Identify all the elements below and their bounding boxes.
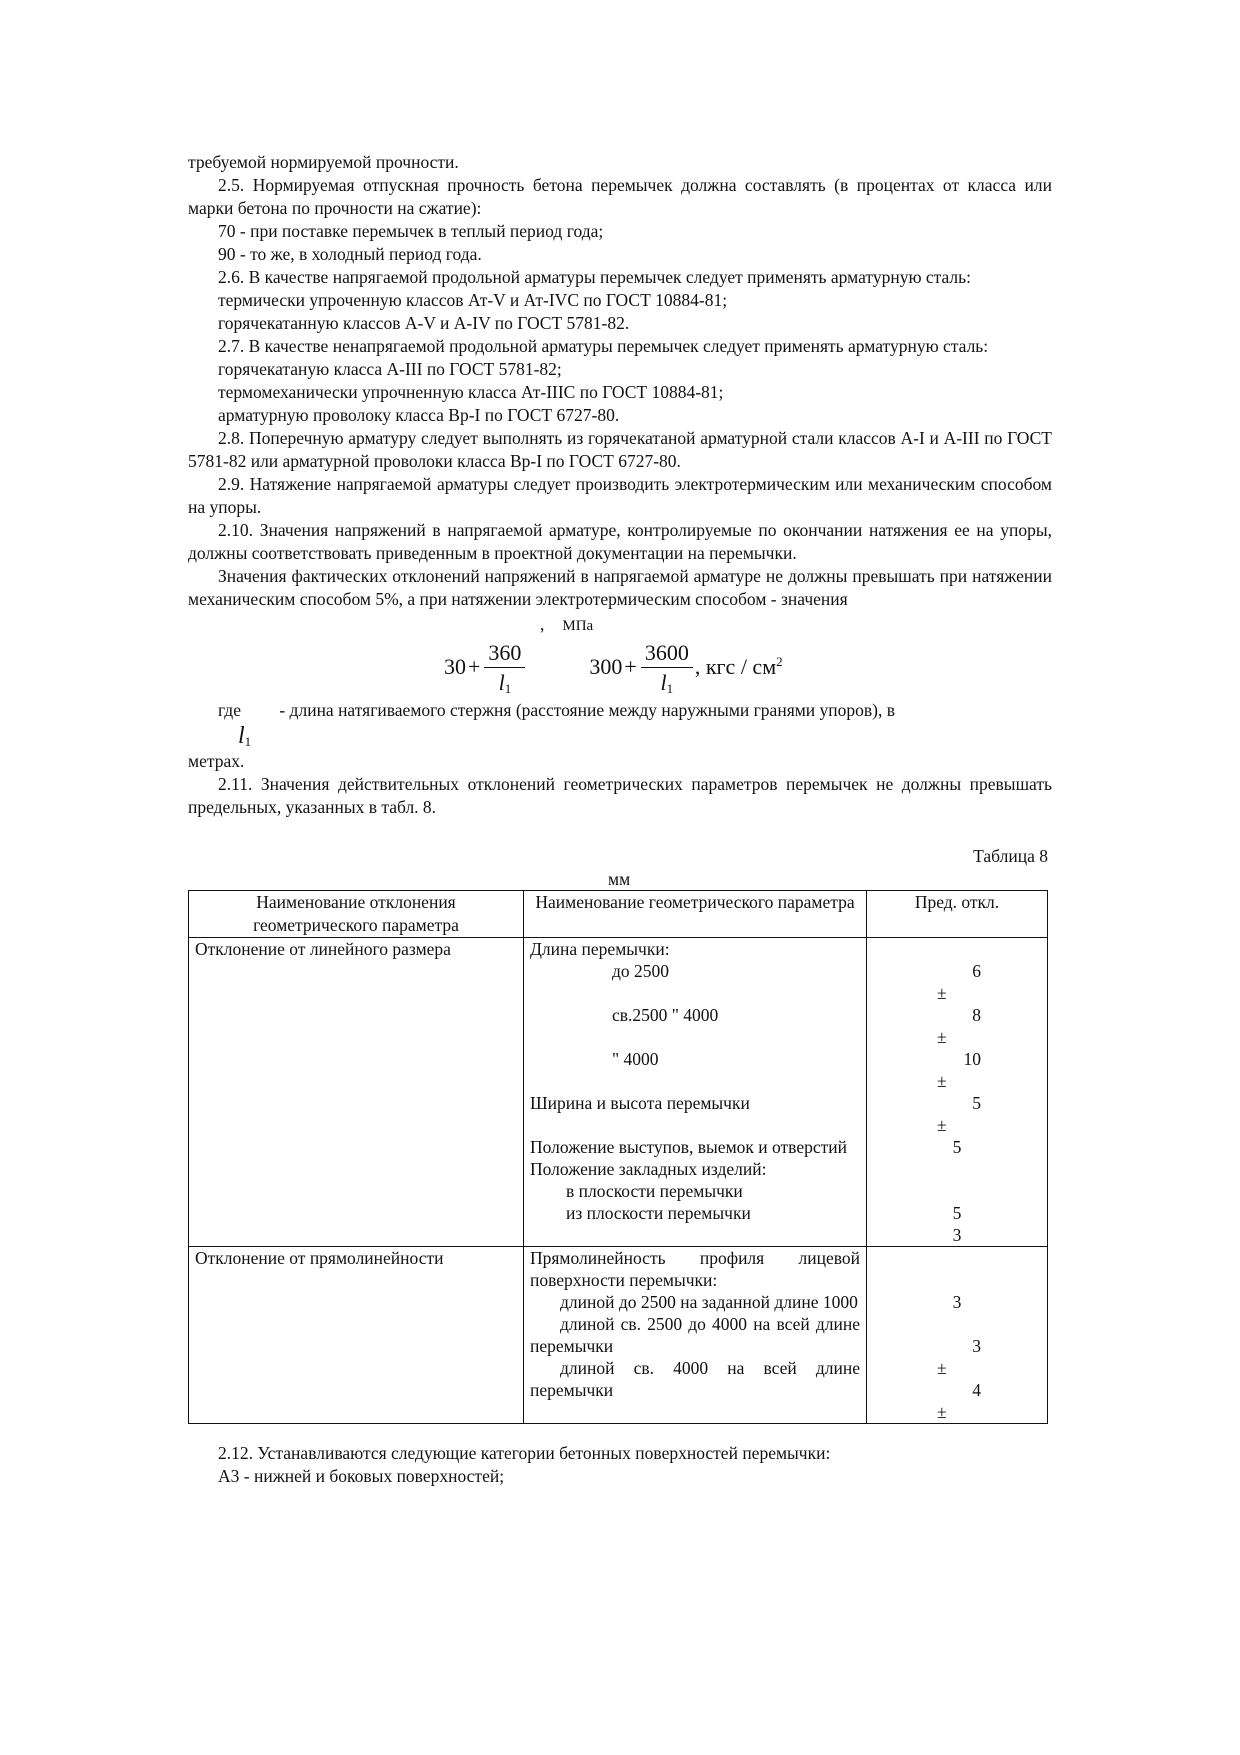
paragraph: требуемой нормируемой прочности. [188,152,459,172]
header-cell: Пред. откл. [867,891,1048,938]
paragraph: метрах. [188,751,245,771]
paragraph: термомеханически упрочненную класса Ат-IIIC по ГОСТ 10884-81; [218,382,724,402]
parameter-cell: Длина перемычки: до 2500 св.2500 " 4000 " 4000 Ширина и высота перемычки Положение выступов, выемок и отверстий Положение закладных изделий: в плоскости перемычки из плоскости перемычки [524,938,867,1247]
paragraph: арматурную проволоку класса Вр-I по ГОСТ 6727-80. [218,405,620,425]
parameter-cell: Прямолинейность профиля лицевой поверхности перемычки: длиной до 2500 на заданной длине 1000 длиной св. 2500 до 4000 на всей длине перемычки длиной св. 4000 на всей длине перемычки [524,1247,867,1424]
formula-row [188,635,1052,699]
table-header-row [189,891,1048,938]
paragraph: 90 - то же, в холодный период года. [218,244,482,264]
table-title: Таблица 8 [973,846,1048,866]
document-page [188,151,1052,1488]
formula-plus: + [624,654,637,679]
paragraph: термически упроченную классов Ат-V и Ат-IVC по ГОСТ 10884-81; [218,290,728,310]
formula-unit-mpa: МПа [562,618,594,634]
formula [188,613,1052,699]
formula-const-30: 30 [444,654,466,679]
tolerance-table [188,890,1048,1424]
header-cell: Наименование геометрического параметра [524,891,867,938]
paragraph: 2.11. Значения действительных отклонений геометрических параметров перемычек не должны превышать предельных, указанных в табл. 8. [188,774,1052,817]
paragraph: 2.12. Устанавливаются следующие категории бетонных поверхностей перемычки: [218,1443,831,1463]
formula-comma: , [540,614,545,634]
paragraph: 2.6. В качестве напрягаемой продольной арматуры перемычек следует применять арматурную сталь: [218,267,972,287]
fraction-360 [484,638,525,697]
deviation-name: Отклонение от прямолинейности [189,1247,524,1424]
denominator: $l_1$ [660,669,674,696]
paragraph: 2.9. Натяжение напрягаемой арматуры следует производить электротермическим или механическим способом на упоры. [188,474,1052,517]
formula-const-300: 300 [589,654,623,679]
paragraph: 2.10. Значения напряжений в напрягаемой арматуре, контролируемые по окончании натяжения ее на упоры, должны соответствовать приведенным в проектной документации на перемычки. [188,520,1052,563]
table-row [189,1247,1048,1424]
paragraph: 70 - при поставке перемычек в теплый период года; [218,221,604,241]
fraction-3600 [641,638,693,697]
deviation-name: Отклонение от линейного размера [189,938,524,1247]
tolerance-cell: 6 ± 8 ± 10 ± 5 ± 5 5 3 [867,938,1048,1247]
header-cell: Наименование отклонения геометрического параметра [189,891,524,938]
paragraph: 2.8. Поперечную арматуру следует выполнять из горячекатаной арматурной стали классов А-I и А-III по ГОСТ 5781-82 или арматурной проволоки класса Вр-I по ГОСТ 6727-80. [188,428,1052,471]
paragraph: Значения фактических отклонений напряжений в напрягаемой арматуре не должны превышать при натяжении механическим способом 5%, а при натяжении электротермическим способом - значения [188,566,1052,609]
paragraph: А3 - нижней и боковых поверхностей; [218,1466,505,1486]
paragraph: 2.5. Нормируемая отпускная прочность бетона перемычек должна составлять (в процентах от класса или марки бетона по прочности на сжатие): [188,175,1052,218]
formula-unit-kgs: , кгс / $см^2$ [694,654,783,679]
table-unit: мм [608,869,631,889]
paragraph: горячекатаную класса А-III по ГОСТ 5781-82; [218,359,562,379]
numerator: 3600 [641,638,693,668]
formula-top-line [188,613,1052,635]
where-text: где - длина натягиваемого стержня (расстояние между наружными гранями упоров), в [218,700,896,720]
formula-plus: + [468,654,481,679]
tolerance-cell: 3 3 ± 4 ± [867,1247,1048,1424]
numerator: 360 [484,638,525,668]
table-row [189,938,1048,1247]
paragraph: горячекатанную классов А-V и А-IV по ГОСТ 5781-82. [218,313,630,333]
paragraph: 2.7. В качестве ненапрягаемой продольной арматуры перемычек следует применять арматурную сталь: [218,336,989,356]
denominator: $l_1$ [498,669,512,696]
symbol-l1: $l_1$ [238,723,252,749]
where-line [188,699,1052,750]
